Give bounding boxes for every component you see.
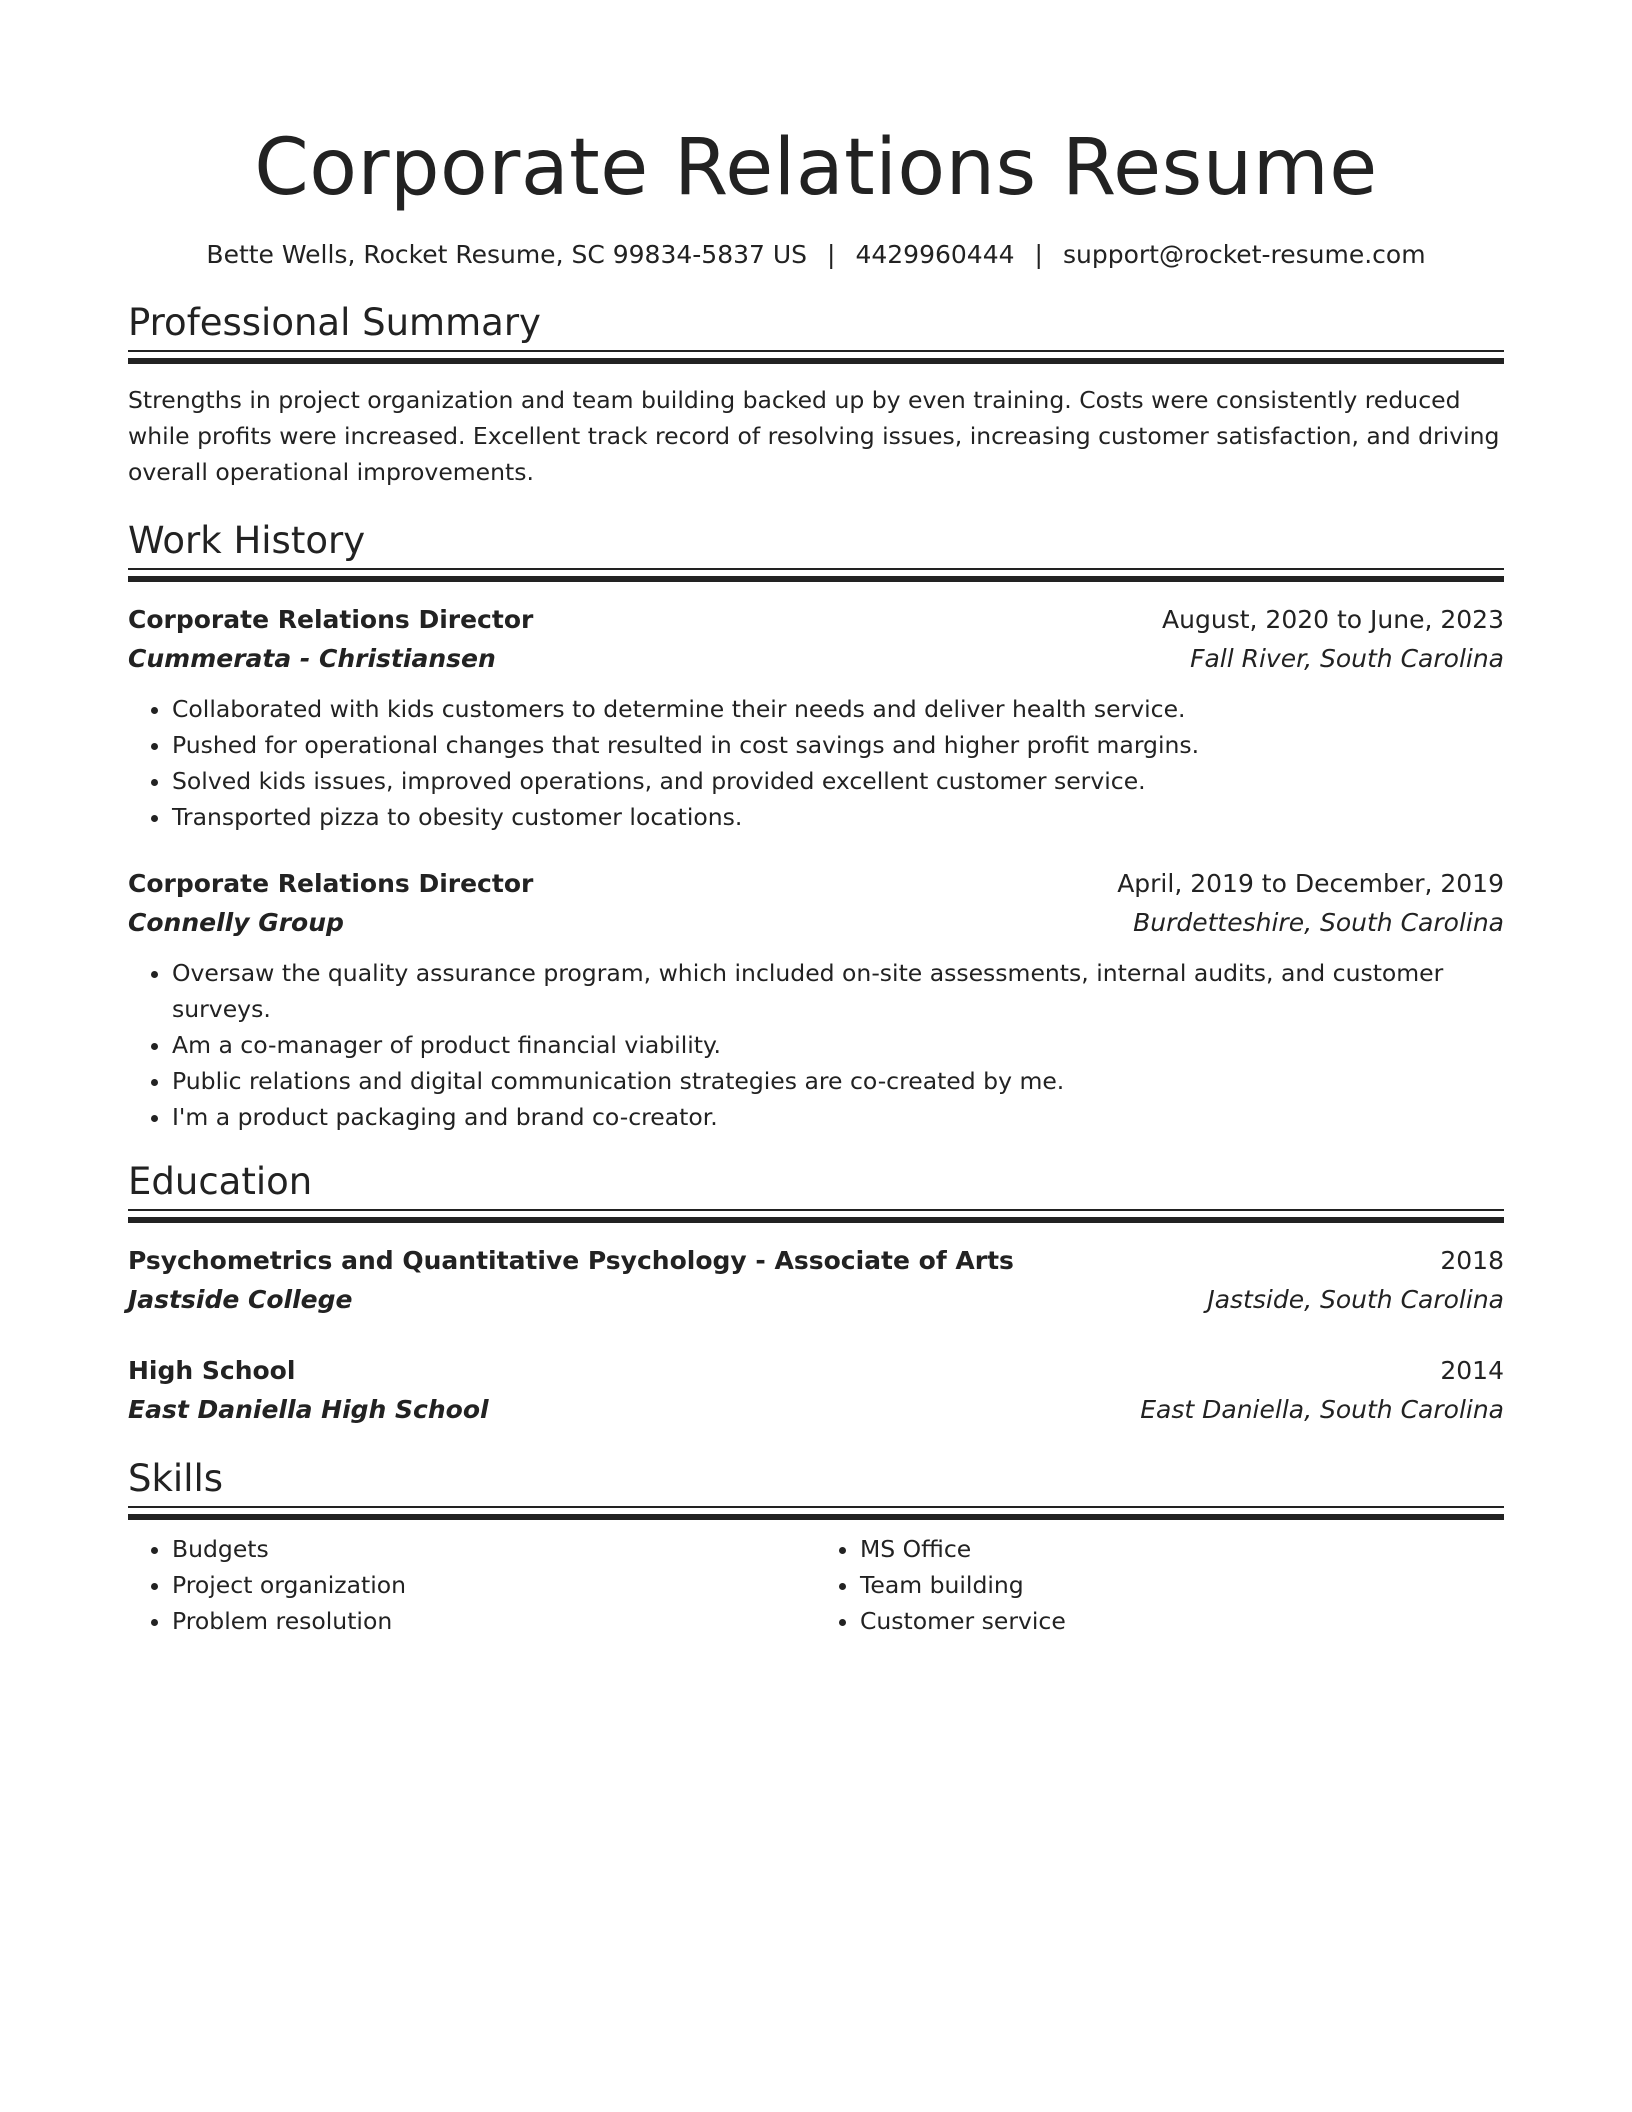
job-bullet: • Public relations and digital communication strategies are co-created by me. (172, 1063, 1504, 1099)
education-year: 2018 (1440, 1246, 1504, 1275)
contact-address: Bette Wells, Rocket Resume, SC 99834-5837 US (206, 240, 808, 269)
skills-list-right (816, 1531, 1504, 1639)
contact-separator: | (827, 240, 836, 269)
skill-item: • MS Office (860, 1531, 1504, 1567)
contact-phone: 4429960444 (855, 240, 1015, 269)
resume-page (128, 0, 1504, 1639)
skill-item: • Customer service (860, 1603, 1504, 1639)
job-company: Connelly Group (128, 908, 344, 937)
skill-item: • Team building (860, 1567, 1504, 1603)
job-bullet: • Oversaw the quality assurance program, which included on-site assessments, internal audits, and customer surveys. (172, 955, 1504, 1027)
skill-item: • Project organization (172, 1567, 816, 1603)
education-section (128, 1159, 1504, 1430)
job-dates: August, 2020 to June, 2023 (1162, 605, 1504, 634)
education-degree: Psychometrics and Quantitative Psychology - Associate of Arts (128, 1246, 1014, 1275)
education-year: 2014 (1440, 1356, 1504, 1385)
section-heading-work-history: Work History (128, 519, 366, 562)
education-degree: High School (128, 1356, 296, 1385)
skill-item: • Problem resolution (172, 1603, 816, 1639)
section-heading-skills: Skills (128, 1457, 224, 1500)
resume-title: Corporate Relations Resume (254, 123, 1378, 213)
job-bullet: • I'm a product packaging and brand co-creator. (172, 1099, 1504, 1135)
job-bullet: • Transported pizza to obesity customer locations. (172, 799, 1504, 835)
summary-text: Strengths in project organization and team building backed up by even training. Costs were consistently reduced while profits were increased. Excellent track record of resolving issues, increasing customer satisfaction, and driving overall operational improvements. (128, 386, 1500, 486)
skills-list-left (128, 1531, 816, 1639)
education-school: Jastside College (128, 1285, 353, 1314)
contact-separator: | (1034, 240, 1043, 269)
job-location: Fall River, South Carolina (1190, 644, 1504, 673)
education-location: Jastside, South Carolina (1207, 1285, 1504, 1314)
contact-line (128, 238, 1504, 272)
education-entry (128, 1352, 1504, 1430)
job-entry (128, 601, 1504, 835)
section-heading-education: Education (128, 1160, 313, 1203)
job-bullet-list (128, 691, 1504, 835)
job-dates: April, 2019 to December, 2019 (1117, 869, 1504, 898)
job-bullet: • Collaborated with kids customers to determine their needs and deliver health service. (172, 691, 1504, 727)
section-divider (128, 350, 1504, 365)
work-history-section (128, 518, 1504, 1135)
job-bullet: • Pushed for operational changes that resulted in cost savings and higher profit margins. (172, 727, 1504, 763)
summary-section (128, 300, 1504, 490)
job-bullet: • Am a co-manager of product financial viability. (172, 1027, 1504, 1063)
contact-email: support@rocket-resume.com (1062, 240, 1426, 269)
skills-section (128, 1456, 1504, 1639)
education-entry (128, 1242, 1504, 1320)
section-divider (128, 1506, 1504, 1521)
job-location: Burdetteshire, South Carolina (1133, 908, 1504, 937)
job-title: Corporate Relations Director (128, 605, 534, 634)
job-entry (128, 865, 1504, 1135)
education-school: East Daniella High School (128, 1395, 489, 1424)
job-company: Cummerata - Christiansen (128, 644, 496, 673)
section-divider (128, 1209, 1504, 1224)
education-location: East Daniella, South Carolina (1140, 1395, 1504, 1424)
job-bullet: • Solved kids issues, improved operations, and provided excellent customer service. (172, 763, 1504, 799)
section-divider (128, 568, 1504, 583)
job-title: Corporate Relations Director (128, 869, 534, 898)
skills-grid (128, 1521, 1504, 1639)
section-heading-summary: Professional Summary (128, 301, 541, 344)
skill-item: • Budgets (172, 1531, 816, 1567)
job-bullet-list (128, 955, 1504, 1135)
